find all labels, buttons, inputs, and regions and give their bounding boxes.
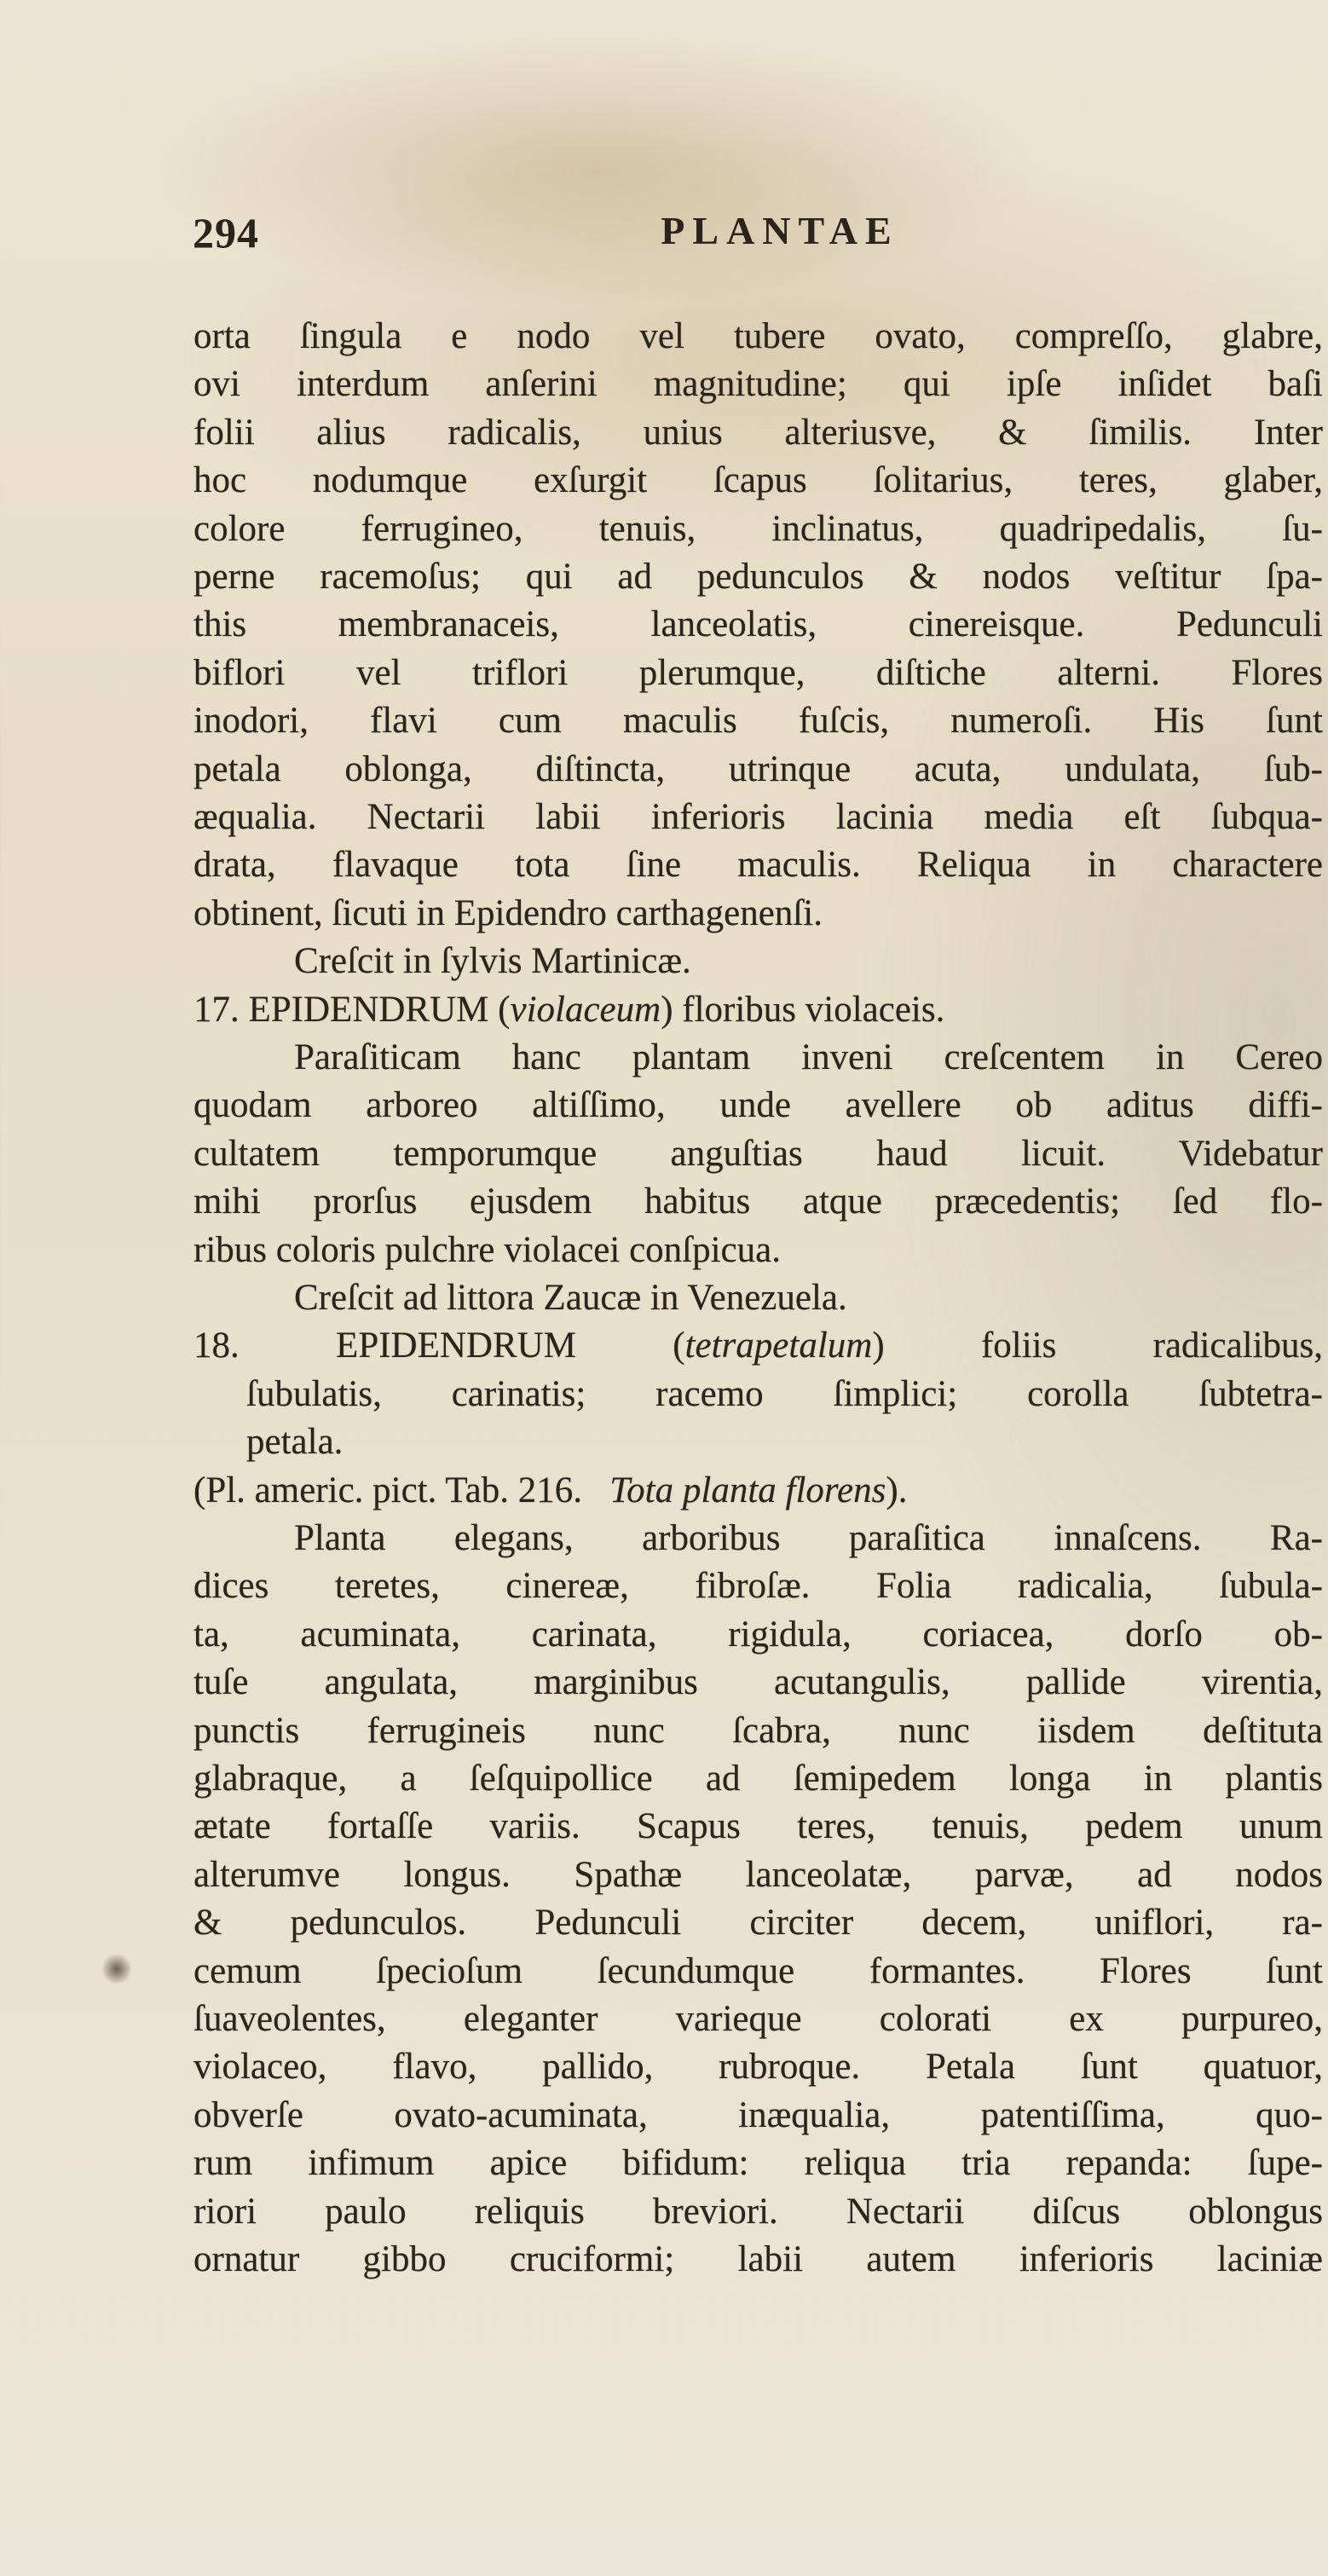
text-run: ). (886, 1470, 908, 1510)
text-line (193, 361, 1323, 408)
spacer (673, 990, 683, 1030)
text-run: punctis ferrugineis nunc ſcabra, nunc iisdem deſtituta (193, 1710, 1323, 1751)
text-run: hoc nodumque exſurgit ſcapus ſolitarius, teres, glaber, (193, 460, 1323, 501)
locality-line (294, 1274, 847, 1322)
spacer (885, 1326, 981, 1366)
citation-note: Tota planta florens (609, 1470, 886, 1510)
text-run: obtinent, ſicuti in Epidendro carthagenenſi. (193, 892, 823, 933)
text-run: ovi interdum anſerini magnitudine; qui ipſe inſidet baſi (193, 364, 1323, 405)
text-run: violaceo, flavo, pallido, rubroque. Petala ſunt quatuor, (193, 2047, 1323, 2088)
spacer (582, 1470, 609, 1510)
species-epithet: tetrapetalum (684, 1326, 873, 1366)
text-line (193, 1755, 1323, 1803)
text-line (193, 1948, 1323, 1996)
text-line (193, 553, 1323, 601)
spacer (576, 1326, 673, 1366)
text-line (193, 457, 1323, 505)
text-run: tuſe angulata, marginibus acutangulis, pallide virentia, (193, 1662, 1323, 1703)
text-run: Planta elegans, arboribus paraſitica innaſcens. Ra- (294, 1518, 1323, 1558)
diagnosis-text: floribus violaceis. (682, 989, 945, 1030)
text-line (193, 794, 1323, 841)
citation-reference: (Pl. americ. pict. Tab. 216. (193, 1470, 582, 1510)
text-line (193, 890, 823, 938)
text-run: & pedunculos. Pedunculi circiter decem, uniflori, ra- (193, 1903, 1323, 1944)
text-run: ſuaveolentes, eleganter varieque colorati ex purpureo, (193, 1999, 1323, 2039)
text-run: dices teretes, cinereæ, fibroſæ. Folia radicalia, ſubula- (193, 1566, 1323, 1607)
species-epithet: violaceum (510, 989, 661, 1030)
ink-stain (102, 1952, 131, 1986)
text-line (193, 1611, 1323, 1659)
text-run: riori paulo reliquis breviori. Nectarii diſcus oblongus (193, 2191, 1323, 2232)
text-line (193, 1996, 1323, 2043)
text-run: obverſe ovato-acuminata, inæqualia, patentiſſima, quo- (193, 2094, 1323, 2135)
text-run: inodori, flavi cum maculis fuſcis, numeroſi. His ſunt (193, 701, 1323, 742)
text-line (193, 2188, 1323, 2236)
text-run: rum infimum apice bifidum: reliqua tria repanda: ſupe- (193, 2143, 1323, 2184)
text-line (193, 1178, 1323, 1226)
species-heading-continuation (246, 1418, 343, 1466)
text-line (193, 1659, 1323, 1707)
genus-name: EPIDENDRUM (336, 1326, 576, 1366)
text-run: cultatem temporumque anguſtias haud licuit. Videbatur (193, 1133, 1323, 1174)
text-run: ribus coloris pulchre violacei conſpicua. (193, 1229, 781, 1270)
spacer: ) (872, 1326, 885, 1366)
diagnosis-text: ſubulatis, carinatis; racemo ſimplici; corolla ſubtetra- (246, 1373, 1323, 1414)
page-number: 294 (193, 209, 259, 257)
plate-citation (193, 1467, 907, 1515)
text-run: mihi prorſus ejusdem habitus atque præcedentis; ſed flo- (193, 1181, 1323, 1222)
spacer (240, 1326, 336, 1366)
text-line (193, 697, 1323, 745)
text-run: glabraque, a ſeſquipollice ad ſemipedem longa in plantis (193, 1759, 1323, 1799)
text-run: Paraſiticam hanc plantam inveni creſcentem in Cereo (294, 1037, 1323, 1077)
diagnosis-text: petala. (246, 1422, 344, 1463)
text-line (193, 2236, 1323, 2284)
text-line (193, 1803, 1323, 1851)
spacer: ) (661, 989, 673, 1030)
species-heading (193, 986, 944, 1034)
species-heading (193, 1322, 1323, 1370)
text-line (193, 2043, 1323, 2091)
text-line (193, 746, 1323, 794)
text-line (193, 505, 1323, 553)
text-run: ætate fortaſſe variis. Scapus teres, tenuis, pedem unum (193, 1806, 1323, 1847)
text-line (294, 1034, 1323, 1082)
locality-line (294, 938, 691, 985)
text-line (193, 1851, 1323, 1899)
text-line (193, 1227, 781, 1274)
diagnosis-text: foliis radicalibus, (980, 1326, 1324, 1366)
text-line (193, 2092, 1323, 2140)
text-run: Creſcit in ſylvis Martinicæ. (294, 941, 691, 982)
species-heading-continuation (246, 1371, 1323, 1418)
text-line (193, 1130, 1323, 1178)
text-run: Creſcit ad littora Zaucæ in Venezuela. (294, 1278, 847, 1318)
species-number: 18. (193, 1326, 240, 1366)
text-line (193, 1082, 1323, 1129)
text-line (193, 1707, 1323, 1755)
text-line (193, 2140, 1323, 2187)
text-line (193, 1562, 1323, 1610)
species-number: 17. (193, 989, 240, 1030)
text-run: perne racemoſus; qui ad pedunculos & nodos veſtitur ſpa- (193, 557, 1323, 597)
spacer (488, 990, 498, 1030)
text-run: colore ferrugineo, tenuis, inclinatus, quadripedalis, ſu- (193, 508, 1323, 549)
running-title: PLANTAE (661, 209, 899, 252)
text-line (193, 409, 1323, 457)
spacer (240, 990, 249, 1030)
text-line (294, 1515, 1323, 1562)
text-run: orta ſingula e nodo vel tubere ovato, compreſſo, glabre, (193, 316, 1323, 356)
text-line (193, 841, 1323, 889)
text-line (193, 650, 1323, 697)
text-run: this membranaceis, lanceolatis, cinereisque. Pedunculi (193, 604, 1323, 645)
text-run: ornatur gibbo cruciformi; labii autem inferioris laciniæ (193, 2239, 1323, 2279)
spacer: ( (673, 1326, 685, 1366)
text-run: folii alius radicalis, unius alteriusve, & ſimilis. Inter (193, 412, 1323, 453)
text-run: æqualia. Nectarii labii inferioris lacinia media eſt ſubqua- (193, 797, 1323, 837)
text-run: quodam arboreo altiſſimo, unde avellere ob aditus diffi- (193, 1085, 1323, 1126)
text-line (193, 1899, 1323, 1947)
text-run: ta, acuminata, carinata, rigidula, coriacea, dorſo ob- (193, 1614, 1323, 1655)
text-run: biflori vel triflori plerumque, diſtiche alterni. Flores (193, 652, 1323, 693)
text-line (193, 313, 1323, 361)
text-run: cemum ſpecioſum ſecundumque formantes. Flores ſunt (193, 1950, 1323, 1991)
genus-name: EPIDENDRUM (248, 989, 489, 1030)
text-line (193, 601, 1323, 649)
text-run: petala oblonga, diſtincta, utrinque acuta, undulata, ſub- (193, 748, 1323, 789)
spacer: ( (498, 989, 511, 1030)
text-run: drata, flavaque tota ſine maculis. Reliqua in charactere (193, 845, 1323, 886)
text-run: alterumve longus. Spathæ lanceolatæ, parvæ, ad nodos (193, 1854, 1323, 1895)
